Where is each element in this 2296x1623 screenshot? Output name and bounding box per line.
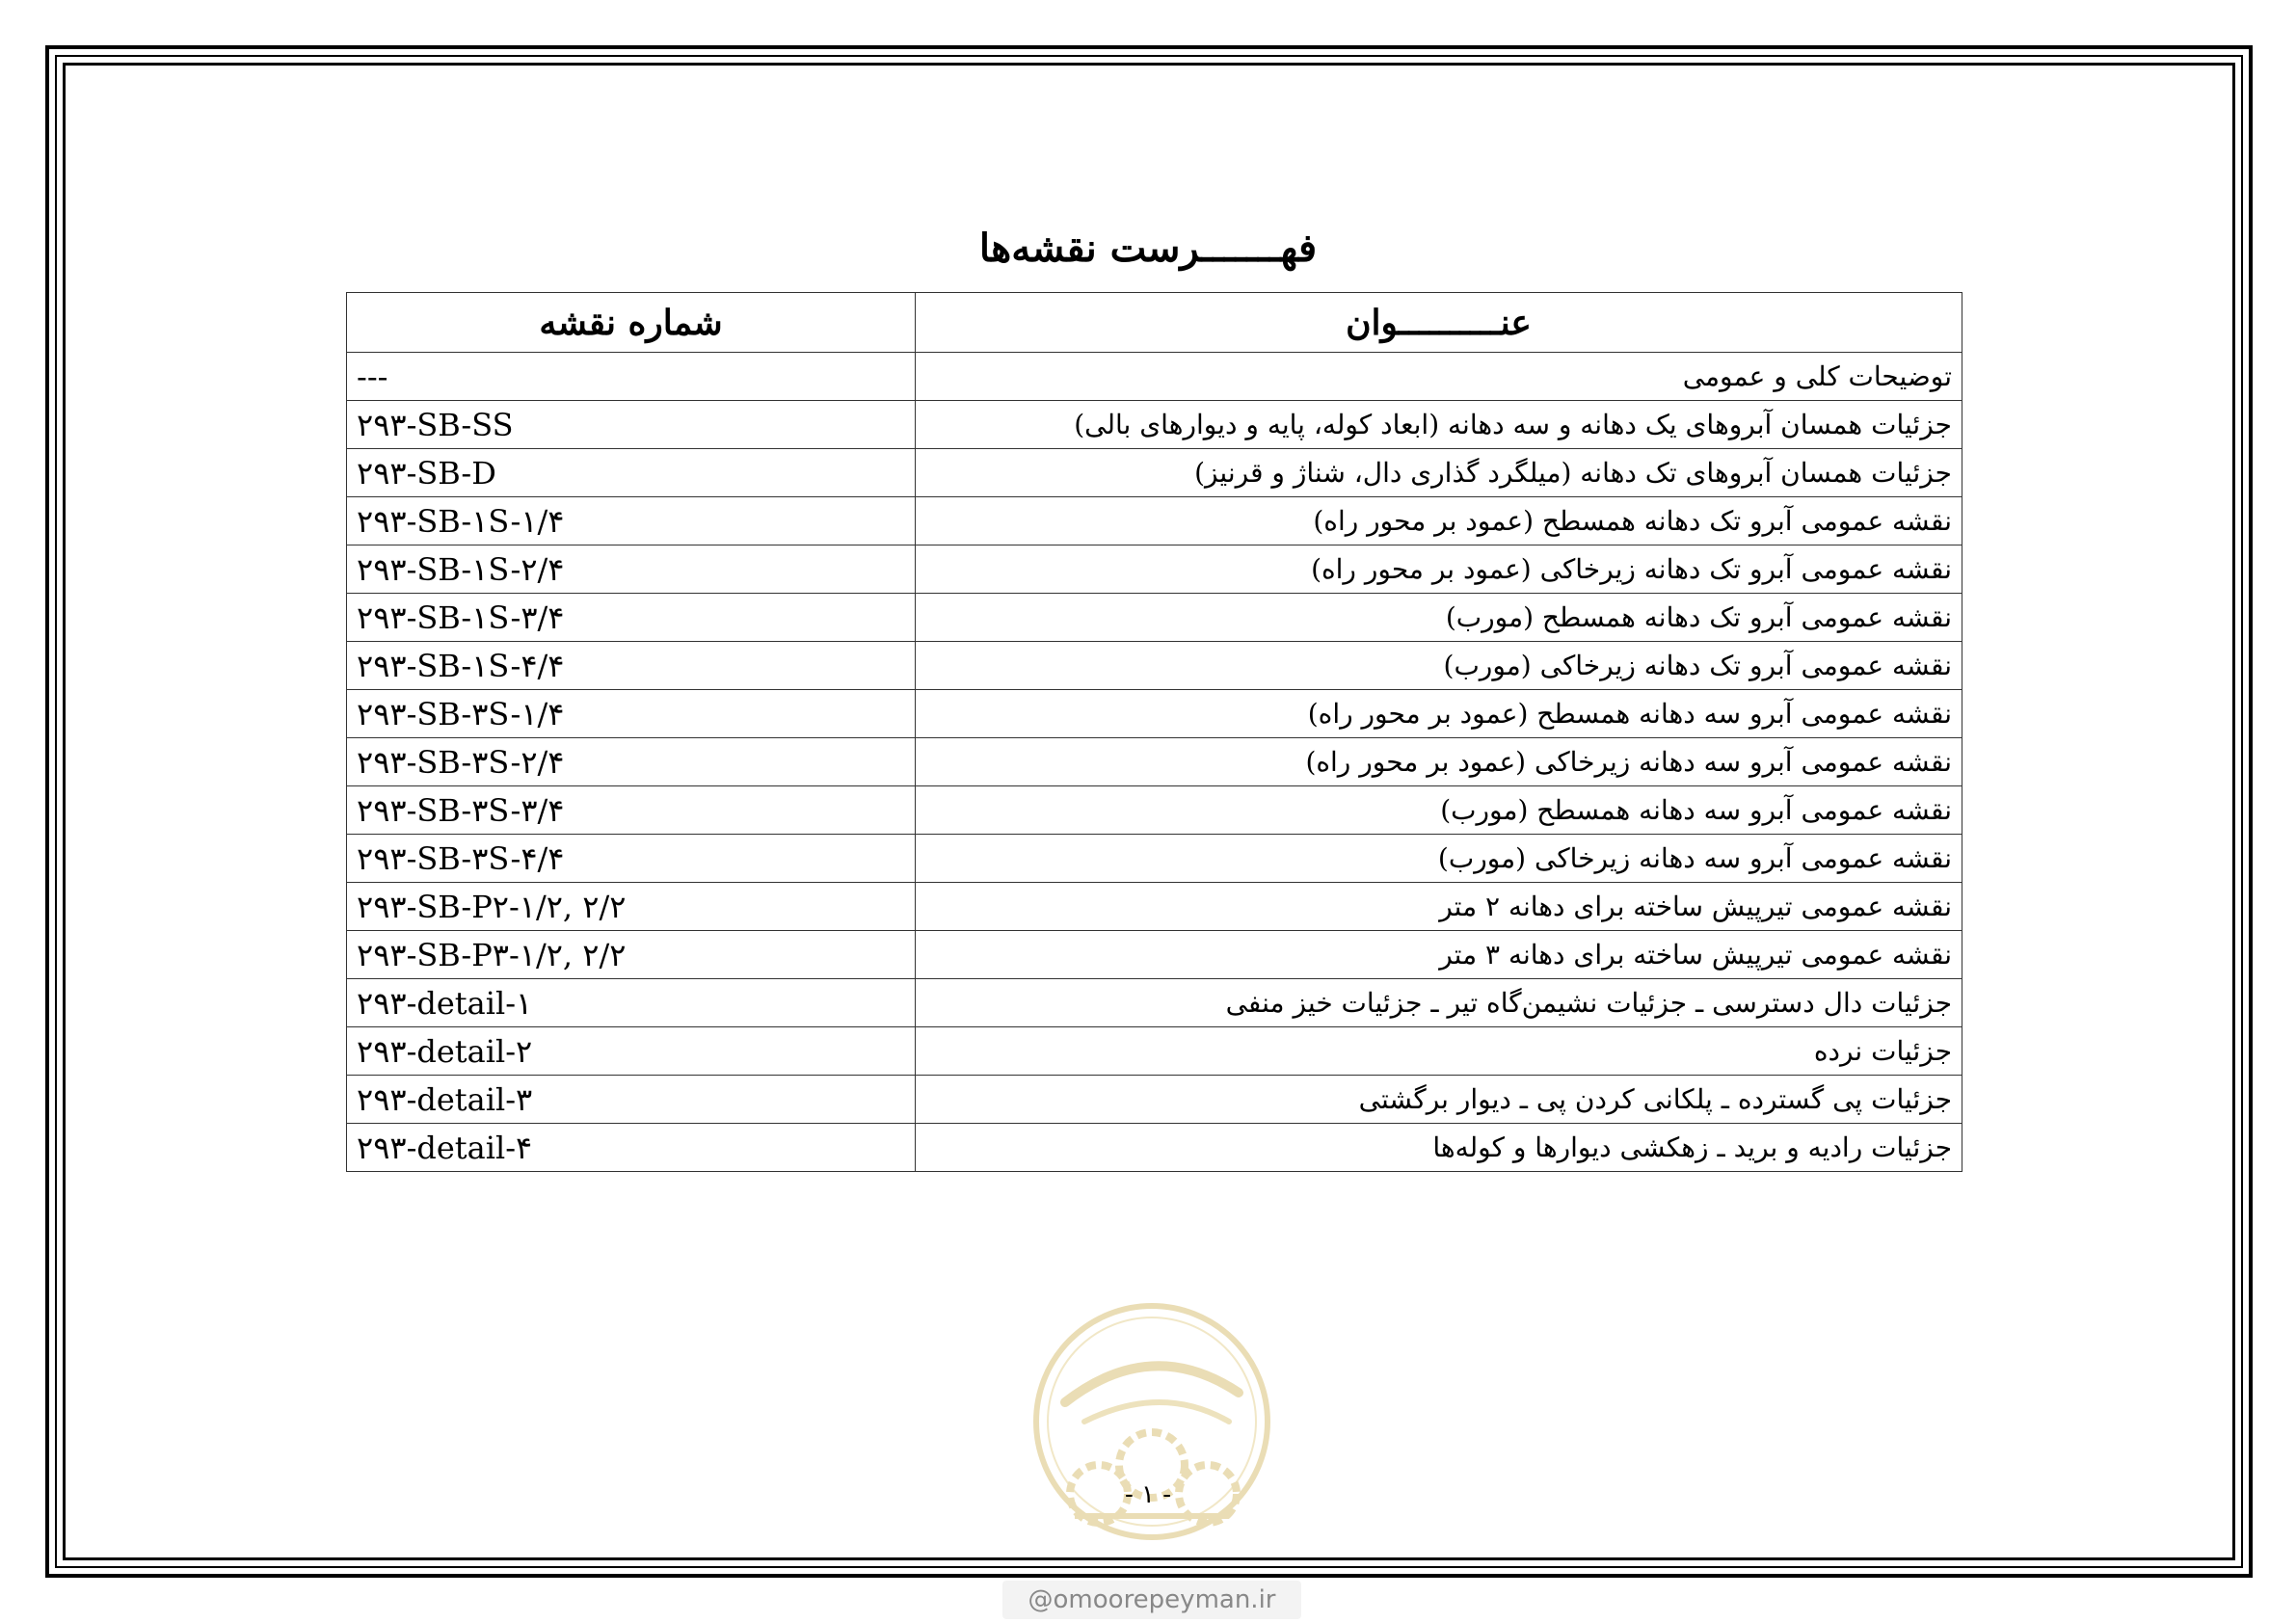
- drawing-code-cell: ۲۹۳-SB-SS: [347, 401, 916, 449]
- table-row: [347, 1076, 1962, 1124]
- drawing-title-cell: جزئیات همسان آبروهای یک دهانه و سه دهانه (ابعاد کوله، پایه و دیوارهای بالی): [916, 401, 1962, 449]
- drawing-title-cell: جزئیات دال دسترسی ـ جزئیات نشیمن‌گاه تیر ـ جزئیات خیز منفی: [916, 979, 1962, 1027]
- table-row: [347, 883, 1962, 931]
- drawing-code-cell: ۲۹۳-SB-۱S-۲/۴: [347, 545, 916, 594]
- drawing-title-cell: نقشه عمومی تیرپیش ساخته برای دهانه ۲ متر: [916, 883, 1962, 931]
- drawing-code-cell: ۲۹۳-SB-۳S-۲/۴: [347, 738, 916, 786]
- drawing-title-cell: جزئیات نرده: [916, 1027, 1962, 1076]
- drawing-code-cell: ۲۹۳-detail-۴: [347, 1124, 916, 1172]
- drawing-title-cell: جزئیات همسان آبروهای تک دهانه (میلگرد گذاری دال، شناژ و قرنیز): [916, 449, 1962, 497]
- drawing-title-cell: نقشه عمومی آبرو تک دهانه زیرخاکی (مورب): [916, 642, 1962, 690]
- header-title: عنــــــــــوان: [916, 293, 1962, 353]
- drawing-code-cell: ۲۹۳-SB-۱S-۱/۴: [347, 497, 916, 545]
- drawing-code-cell: ۲۹۳-SB-P۳-۱/۲, ۲/۲: [347, 931, 916, 979]
- drawing-code-cell: ۲۹۳-SB-۱S-۳/۴: [347, 594, 916, 642]
- drawing-title-cell: نقشه عمومی آبرو تک دهانه همسطح (عمود بر محور راه): [916, 497, 1962, 545]
- drawing-code-cell: ۲۹۳-detail-۱: [347, 979, 916, 1027]
- drawing-code-cell: ۲۹۳-SB-D: [347, 449, 916, 497]
- drawing-title-cell: جزئیات پی گسترده ـ پلکانی کردن پی ـ دیوار برگشتی: [916, 1076, 1962, 1124]
- drawing-code-cell: ۲۹۳-detail-۲: [347, 1027, 916, 1076]
- drawing-code-cell: ۲۹۳-SB-۱S-۴/۴: [347, 642, 916, 690]
- table-row: [347, 642, 1962, 690]
- drawing-title-cell: نقشه عمومی آبرو سه دهانه همسطح (مورب): [916, 786, 1962, 835]
- page-title: فهـــــــرست نقشه‌ها: [978, 226, 1318, 271]
- drawing-title-cell: نقشه عمومی آبرو سه دهانه زیرخاکی (عمود بر محور راه): [916, 738, 1962, 786]
- table-row: [347, 353, 1962, 401]
- table-row: [347, 1124, 1962, 1172]
- drawing-code-cell: ۲۹۳-SB-۳S-۳/۴: [347, 786, 916, 835]
- drawing-title-cell: نقشه عمومی آبرو تک دهانه همسطح (مورب): [916, 594, 1962, 642]
- drawing-title-cell: توضیحات کلی و عمومی: [916, 353, 1962, 401]
- drawing-title-cell: جزئیات رادیه و برید ـ زهکشی دیوارها و کوله‌ها: [916, 1124, 1962, 1172]
- drawing-title-cell: نقشه عمومی آبرو سه دهانه زیرخاکی (مورب): [916, 835, 1962, 883]
- table-row: [347, 690, 1962, 738]
- table-row: [347, 401, 1962, 449]
- table-row: [347, 449, 1962, 497]
- table-row: [347, 931, 1962, 979]
- drawing-title-cell: نقشه عمومی آبرو تک دهانه زیرخاکی (عمود بر محور راه): [916, 545, 1962, 594]
- drawings-index-table: [346, 292, 1962, 1172]
- table-row: [347, 497, 1962, 545]
- table-row: [347, 545, 1962, 594]
- page-number: - ۱ -: [1124, 1480, 1172, 1509]
- drawing-code-cell: ---: [347, 353, 916, 401]
- drawing-code-cell: ۲۹۳-SB-۳S-۱/۴: [347, 690, 916, 738]
- table-row: [347, 738, 1962, 786]
- drawing-code-cell: ۲۹۳-SB-۳S-۴/۴: [347, 835, 916, 883]
- table-row: [347, 835, 1962, 883]
- drawing-code-cell: ۲۹۳-SB-P۲-۱/۲, ۲/۲: [347, 883, 916, 931]
- table-row: [347, 594, 1962, 642]
- drawing-title-cell: نقشه عمومی تیرپیش ساخته برای دهانه ۳ متر: [916, 931, 1962, 979]
- table-row: [347, 1027, 1962, 1076]
- watermark-site-url: @omoorepeyman.ir: [1002, 1581, 1301, 1619]
- table-header-row: [347, 293, 1962, 353]
- drawing-title-cell: نقشه عمومی آبرو سه دهانه همسطح (عمود بر محور راه): [916, 690, 1962, 738]
- table-row: [347, 979, 1962, 1027]
- publisher-logo-watermark: [1007, 1296, 1296, 1547]
- header-code: شماره نقشه: [347, 293, 916, 353]
- drawing-code-cell: ۲۹۳-detail-۳: [347, 1076, 916, 1124]
- table-row: [347, 786, 1962, 835]
